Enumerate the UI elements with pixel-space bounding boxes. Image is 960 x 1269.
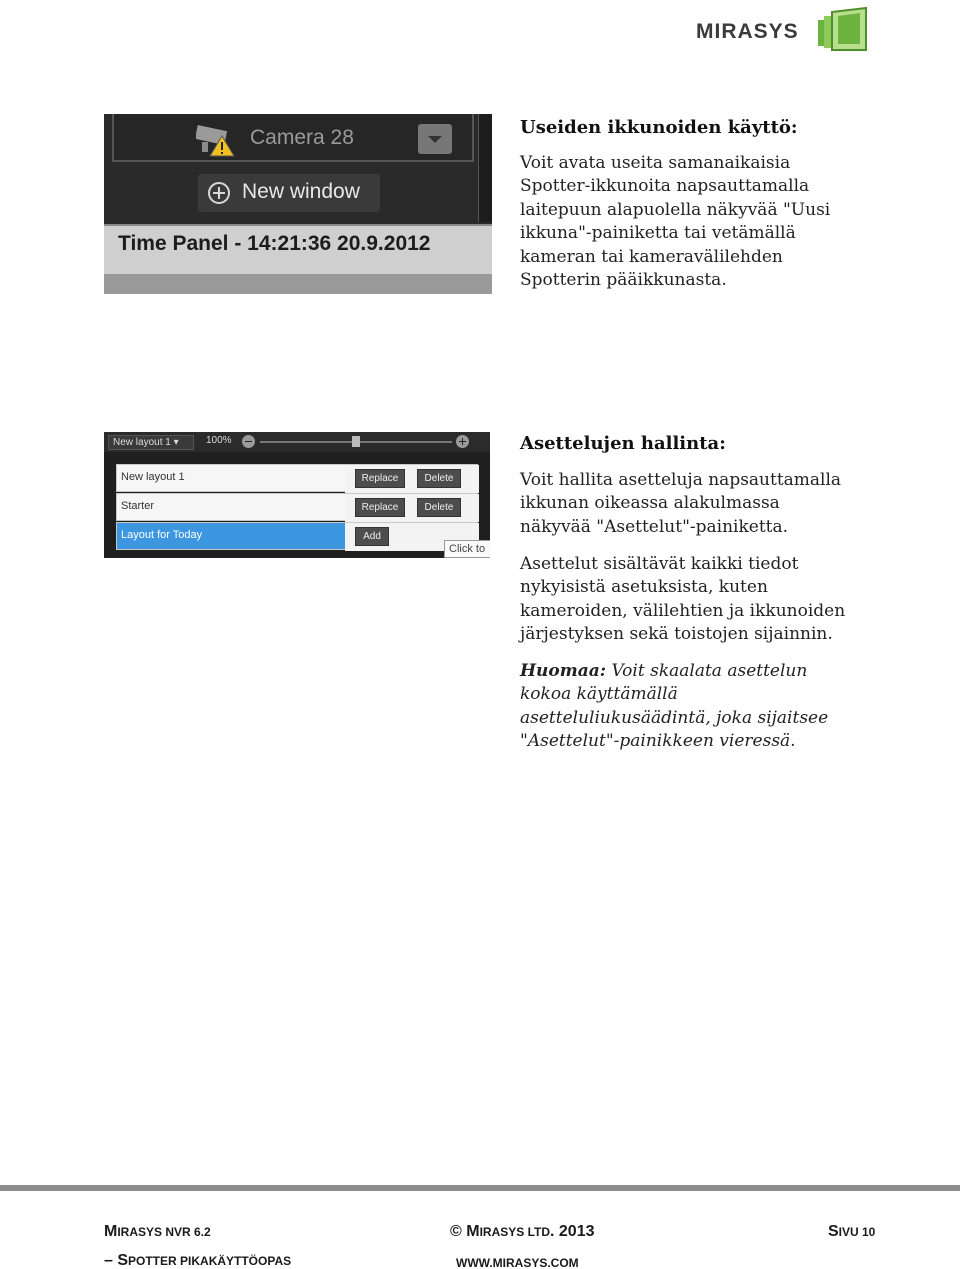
zoom-out-icon[interactable] xyxy=(242,435,255,448)
text-line: nykyisistä asetuksista, kuten xyxy=(520,577,768,598)
zoom-in-icon[interactable] xyxy=(456,435,469,448)
logo-text: MIRASYS xyxy=(696,20,799,43)
scrollbar[interactable] xyxy=(478,114,492,222)
camera-dropdown-button[interactable] xyxy=(418,124,452,154)
new-window-button[interactable] xyxy=(198,174,380,212)
layout-row-selected[interactable] xyxy=(116,522,478,550)
zoom-level: 100% xyxy=(206,435,232,446)
section1-body xyxy=(520,152,940,292)
section2-note xyxy=(520,660,940,754)
text-line: näkyvää "Asettelut"-painiketta. xyxy=(520,516,789,537)
logo-mark-icon xyxy=(816,6,872,52)
camera-label: Camera 28 xyxy=(250,126,354,149)
new-window-screenshot xyxy=(104,114,492,294)
footer-product xyxy=(104,1223,211,1241)
footer-copyright xyxy=(450,1223,595,1241)
footer-copyright-year: . 2013 xyxy=(550,1223,595,1240)
footer-website[interactable]: WWW.MIRASYS.COM xyxy=(456,1256,579,1269)
note-line-first xyxy=(520,660,940,683)
text-line: Voit avata useita samanaikaisia xyxy=(520,153,791,173)
footer-subtitle-rest: POTTER PIKAKÄYTTÖOPAS xyxy=(128,1254,292,1268)
new-window-label: New window xyxy=(242,180,360,203)
text-line xyxy=(520,683,940,706)
layout-name-input[interactable]: Layout for Today xyxy=(121,529,203,541)
footer-page-initial: S xyxy=(828,1223,839,1240)
text-line: "Asettelut"-painikkeen vieressä. xyxy=(520,731,796,752)
text-line xyxy=(520,730,940,753)
replace-button[interactable]: Replace xyxy=(355,498,405,517)
camera-warning-icon xyxy=(196,124,236,158)
layout-dropdown[interactable]: New layout 1 ▾ xyxy=(108,435,194,450)
layout-name: New layout 1 xyxy=(121,471,185,483)
text-line: Voit hallita asetteluja napsauttamalla xyxy=(520,470,842,490)
footer-product-rest: IRASYS NVR 6.2 xyxy=(117,1225,211,1239)
plus-circle-icon xyxy=(208,182,230,204)
footer-subtitle-prefix: – S xyxy=(104,1252,129,1269)
footer-copyright-td: TD xyxy=(534,1225,551,1239)
camera-row xyxy=(112,114,474,162)
footer-subtitle xyxy=(104,1252,291,1269)
section2-body2 xyxy=(520,553,950,647)
text-line: kameroiden, välilehtien ja ikkunoiden xyxy=(520,600,846,621)
layout-toolbar xyxy=(104,432,490,452)
text-line: järjestyksen sekä toistojen sijainnin. xyxy=(520,624,833,645)
text-line: Asettelut sisältävät kaikki tiedot xyxy=(520,554,799,574)
text-line: ikkunan oikeassa alakulmassa xyxy=(520,493,780,514)
replace-button[interactable]: Replace xyxy=(355,469,405,488)
section2-heading: Asettelujen hallinta: xyxy=(520,433,726,454)
footer-copyright-prefix: © M xyxy=(450,1223,480,1240)
delete-button[interactable]: Delete xyxy=(417,498,461,517)
zoom-slider-handle[interactable] xyxy=(352,436,360,447)
text-line xyxy=(520,707,940,730)
text-line: kokoa käyttämällä xyxy=(520,684,678,705)
time-panel-body xyxy=(104,274,492,294)
footer-website-link[interactable] xyxy=(456,1254,579,1269)
footer-product-initial: M xyxy=(104,1223,118,1240)
mirasys-logo xyxy=(696,6,876,52)
delete-button[interactable]: Delete xyxy=(417,469,461,488)
layout-row[interactable] xyxy=(116,464,478,492)
text-line: asetteluliukusäädintä, joka sijaitsee xyxy=(520,707,829,728)
layout-manager-screenshot xyxy=(104,432,490,558)
footer-page-number xyxy=(828,1223,875,1241)
footer-page-rest: IVU 10 xyxy=(838,1225,876,1239)
time-panel xyxy=(104,224,492,294)
text-line: ikkuna"-painiketta tai vetämällä xyxy=(520,223,796,244)
section2-body1 xyxy=(520,469,940,539)
time-panel-label: Time Panel - 14:21:36 20.9.2012 xyxy=(118,232,431,255)
note-label: Huomaa: xyxy=(520,661,607,681)
text-line: laitepuun alapuolella näkyvää "Uusi xyxy=(520,199,831,220)
text-line: Spotter-ikkunoita napsauttamalla xyxy=(520,176,810,197)
layout-name: Starter xyxy=(121,500,155,512)
add-button[interactable]: Add xyxy=(355,527,389,546)
footer-rule xyxy=(0,1185,960,1191)
footer-copyright-rest: IRASYS L xyxy=(479,1225,535,1239)
tooltip: Click to xyxy=(444,540,490,558)
section1-heading: Useiden ikkunoiden käyttö: xyxy=(520,117,798,138)
text-line: kameran tai kameravälilehden xyxy=(520,246,783,267)
text-line: Voit skaalata asettelun xyxy=(606,661,808,681)
text-line: Spotterin pääikkunasta. xyxy=(520,270,727,291)
layout-row[interactable] xyxy=(116,493,478,521)
